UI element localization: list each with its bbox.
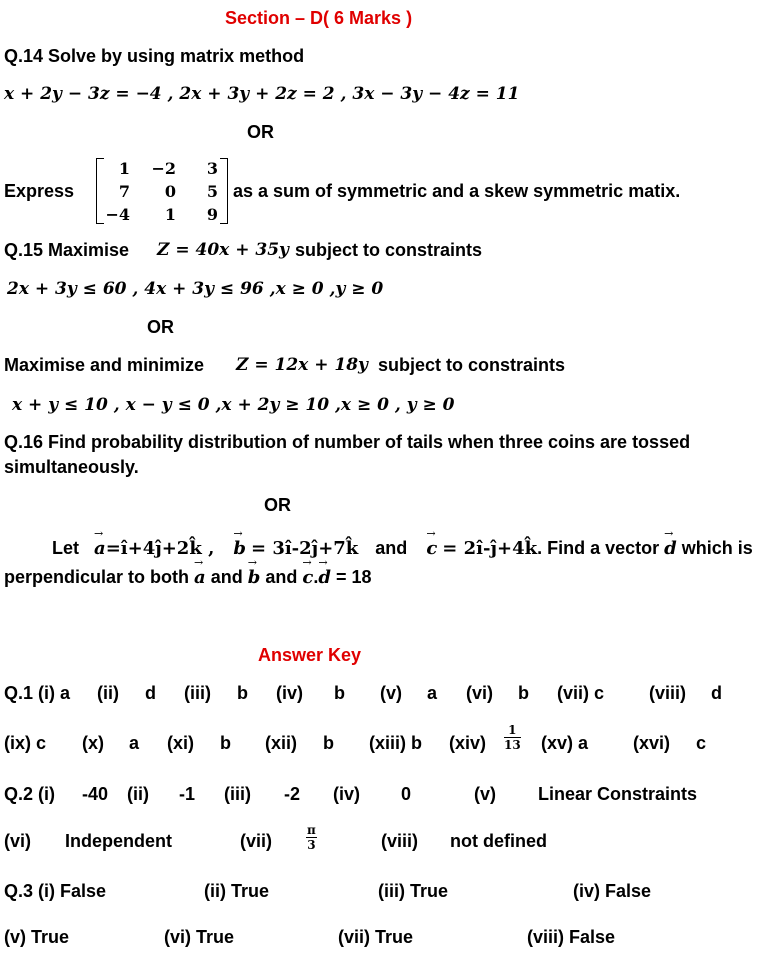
q15-objective: Z = 40x + 35y xyxy=(157,240,289,260)
answer-item: (xii) xyxy=(265,733,298,753)
answer-item: (iv) False xyxy=(573,881,652,901)
vector-c-expr: = 2î-ĵ+4k̂ xyxy=(442,538,538,559)
matrix-right-bracket xyxy=(220,158,228,224)
answer-item: (v) xyxy=(380,683,402,703)
answer-item: (vii) c xyxy=(557,683,605,703)
answer-item: Q.1 (i) a xyxy=(4,683,71,703)
answer-item: (ii) xyxy=(97,683,119,703)
express-tail: as a sum of symmetric and a skew symmetric matix. xyxy=(233,181,681,201)
and-text: and xyxy=(375,538,408,558)
fraction-pi-3 xyxy=(306,824,317,852)
express-label: Express xyxy=(4,181,75,201)
dot-expr: = 18 xyxy=(335,567,372,587)
q15-alt-objective: Z = 12x + 18y xyxy=(236,355,368,375)
and-text: and xyxy=(265,567,298,587)
fraction-numerator: π xyxy=(307,823,316,837)
fraction-denominator: 13 xyxy=(504,738,521,752)
answer-item: not defined xyxy=(450,831,547,851)
matrix-cell: 7 xyxy=(118,182,130,201)
matrix-3x3 xyxy=(96,158,228,224)
answer-item: (v) xyxy=(474,784,496,804)
answer-item: b xyxy=(237,683,248,703)
matrix-cell: 0 xyxy=(164,182,176,201)
answer-item: (vii) True xyxy=(338,927,414,947)
q16-vector-line xyxy=(52,538,753,559)
vector-d: → d xyxy=(664,538,677,559)
answer-item: d xyxy=(711,683,722,703)
section-title: Section – D( 6 Marks ) xyxy=(225,8,413,28)
answer-item: (vi) xyxy=(4,831,31,851)
answer-item: Q.3 (i) False xyxy=(4,881,107,901)
answer-item: (xiii) b xyxy=(369,733,422,753)
answer-item: d xyxy=(145,683,156,703)
matrix-cell: 3 xyxy=(206,159,218,178)
answer-item: (iii) xyxy=(184,683,211,703)
answer-item: (x) xyxy=(82,733,104,753)
matrix-cell: 5 xyxy=(206,182,218,201)
answer-item: -1 xyxy=(179,784,196,804)
matrix-cell: −4 xyxy=(105,205,130,224)
answer-item: -2 xyxy=(284,784,301,804)
answer-item: -40 xyxy=(82,784,109,804)
vector-a: → a xyxy=(194,567,206,588)
q16-line1: Q.16 Find probability distribution of number of tails when three coins are tossed xyxy=(4,432,691,452)
vector-c: → c xyxy=(426,538,437,559)
q14-or: OR xyxy=(247,122,274,142)
let-text: Let xyxy=(52,538,79,558)
answer-item: (vi) True xyxy=(164,927,235,947)
answer-item: (xi) xyxy=(167,733,194,753)
q16-perp-line: perpendicular to both → a and → b and → c.→ d = 18 xyxy=(4,567,372,588)
q15-label: Q.15 Maximise xyxy=(4,240,130,260)
fraction-numerator: 1 xyxy=(504,724,521,738)
matrix-cell: 9 xyxy=(206,205,218,224)
answer-item: (xvi) xyxy=(633,733,671,753)
find-text: . Find a vector xyxy=(537,538,660,558)
q15-constraints: 2x + 3y ≤ 60 , 4x + 3y ≤ 96 ,x ≥ 0 ,y ≥ 0 xyxy=(7,279,384,299)
q16-line2: simultaneously. xyxy=(4,457,139,477)
q15-or: OR xyxy=(147,317,174,337)
q14-equations: x + 2y − 3z = −4 , 2x + 3y + 2z = 2 , 3x − 3y − 4z = 11 xyxy=(4,84,520,104)
answer-item: (vii) xyxy=(240,831,273,851)
vector-b: → b xyxy=(233,538,246,559)
answer-item: (viii) xyxy=(381,831,419,851)
vector-c: → c xyxy=(302,567,313,588)
answer-item: c xyxy=(696,733,707,753)
answer-item: (xv) a xyxy=(541,733,589,753)
answer-item: b xyxy=(518,683,529,703)
answer-item: (iii) xyxy=(224,784,251,804)
answer-item: Independent xyxy=(65,831,172,851)
answer-key-title: Answer Key xyxy=(258,645,362,665)
fraction-1-13 xyxy=(504,724,521,752)
matrix-cell: 1 xyxy=(118,159,130,178)
answer-item: (iv) xyxy=(333,784,360,804)
q15-alt-constraints: x + y ≤ 10 , x − y ≤ 0 ,x + 2y ≥ 10 ,x ≥ 0 , y ≥ 0 xyxy=(12,395,455,415)
fraction-denominator: 3 xyxy=(307,838,316,852)
answer-item: (viii) False xyxy=(527,927,616,947)
q15-subject: subject to constraints xyxy=(295,240,483,260)
vector-b: → b xyxy=(248,567,261,588)
vector-a-expr: =î+4ĵ+2k̂ , xyxy=(105,538,215,559)
answer-item: b xyxy=(323,733,334,753)
answer-item: 0 xyxy=(401,784,412,804)
answer-item: Linear Constraints xyxy=(538,784,698,804)
matrix-cell: −2 xyxy=(151,159,176,178)
answer-item: Q.2 (i) xyxy=(4,784,56,804)
q15-alt-label: Maximise and minimize xyxy=(4,355,205,375)
answer-item: (viii) xyxy=(649,683,687,703)
vector-d: → d xyxy=(318,567,331,588)
q15-alt-subject: subject to constraints xyxy=(378,355,566,375)
answer-item: a xyxy=(427,683,438,703)
perp-text: perpendicular to both xyxy=(4,567,190,587)
answer-item: (ii) xyxy=(127,784,149,804)
answer-item: (ix) c xyxy=(4,733,47,753)
vector-b-expr: = 3î-2ĵ+7k̂ xyxy=(250,538,359,559)
answer-item: b xyxy=(334,683,345,703)
answer-item: (iv) xyxy=(276,683,303,703)
answer-item: (iii) True xyxy=(378,881,449,901)
and-text: and xyxy=(210,567,243,587)
q16-or: OR xyxy=(264,495,291,515)
q14-heading: Q.14 Solve by using matrix method xyxy=(4,46,305,66)
answer-item: (v) True xyxy=(4,927,70,947)
answer-item: b xyxy=(220,733,231,753)
answer-item: (vi) xyxy=(466,683,493,703)
answer-item: (ii) True xyxy=(204,881,270,901)
which-text: which is xyxy=(681,538,753,558)
answer-item: a xyxy=(129,733,140,753)
matrix-cell: 1 xyxy=(164,205,176,224)
vector-a: → a xyxy=(94,538,106,559)
answer-item: (xiv) xyxy=(449,733,487,753)
